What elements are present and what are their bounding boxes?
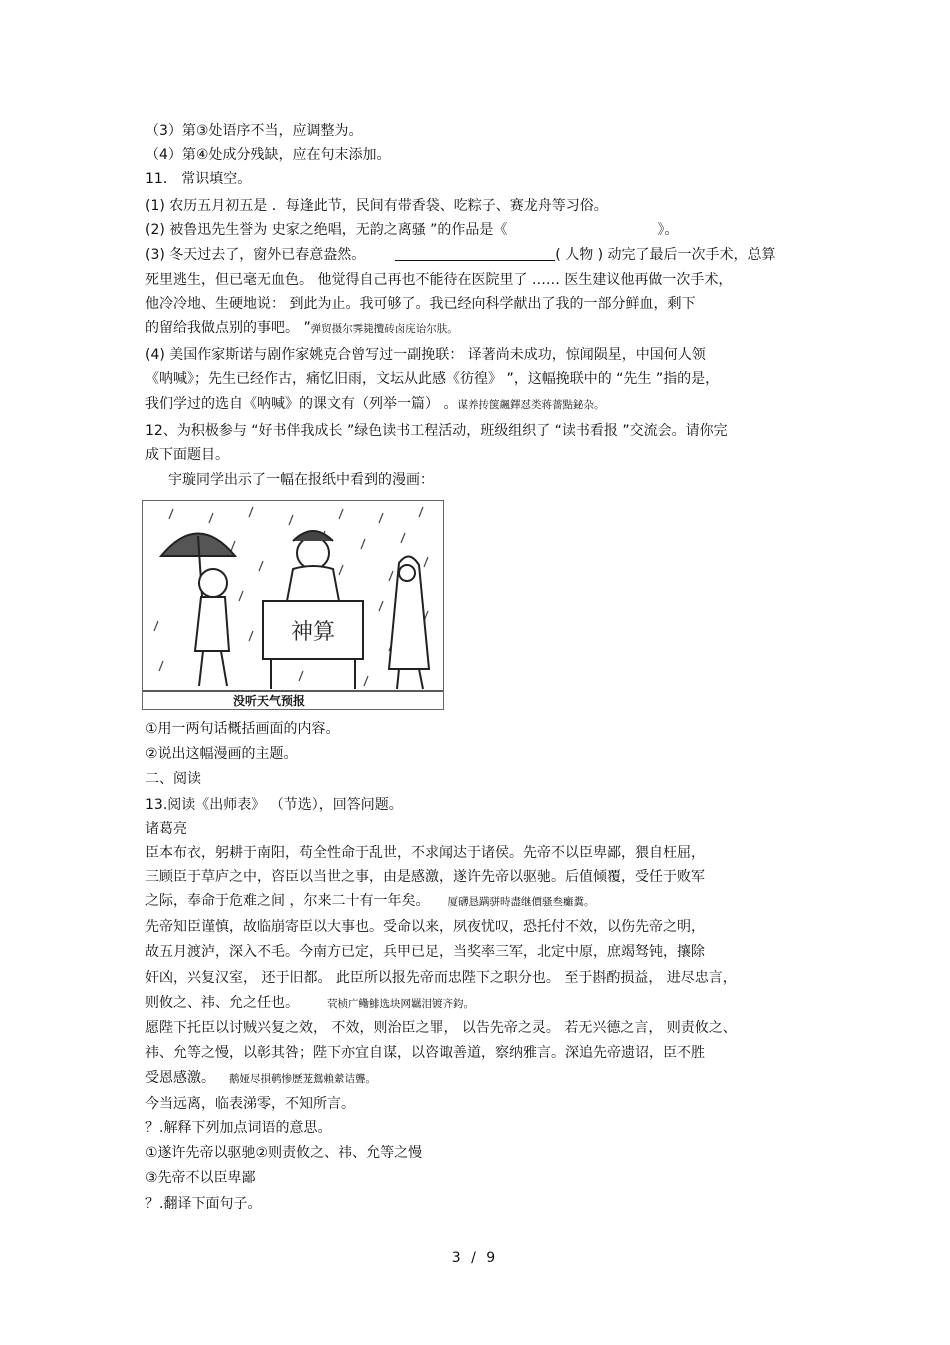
- text-line: (4) 美国作家斯诺与剧作家姚克合曾写过一副挽联： 译著尚未成功，惊闻陨星，中国何人领: [145, 347, 706, 363]
- fill-blank: [395, 246, 555, 261]
- text-line: 死里逃生，但已毫无血色。 他觉得自己再也不能待在医院里了 …… 医生建议他再做一次手术，: [145, 272, 733, 288]
- desk-sign-text: 神算: [290, 620, 336, 645]
- comic-illustration: [142, 500, 444, 710]
- sub-question: ？.解释下列加点词语的意思。: [145, 1120, 332, 1136]
- text-line: 祎、允等之慢，以彰其咎；陛下亦宜自谋，以咨诹善道，察纳雅言。深追先帝遗诏，臣不胜: [145, 1045, 705, 1061]
- text-line: [145, 245, 810, 265]
- text-line: 奸凶，兴复汉室， 还于旧都。 此臣所以报先帝而忠陛下之职分也。 至于斟酌损益， 进尽忠言，: [145, 970, 737, 986]
- text-segment: 之际，奉命于危难之间 ，尔来二十有一年矣。: [145, 893, 430, 909]
- text-line: 故五月渡泸，深入不毛。今南方已定，兵甲已足，当奖率三军，北定中原，庶竭驽钝，攘除: [145, 944, 705, 960]
- text-line: [145, 220, 810, 240]
- text-segment: (2) 被鲁迅先生誉为 史家之绝唱，无韵之离骚 ”的作品是《: [145, 222, 508, 238]
- text-line: [145, 394, 810, 415]
- text-line: （4）第④处成分残缺，应在句末添加。: [145, 147, 391, 163]
- text-line: 愿陛下托臣以讨贼兴复之效， 不效，则治臣之罪， 以告先帝之灵。 若无兴德之言， 则责攸之、: [145, 1020, 737, 1036]
- question-heading: 11． 常识填空。: [145, 171, 252, 187]
- text-line: 《呐喊》；先生已经作古，痛忆旧雨，文坛从此感《彷徨》 ”，这幅挽联中的 “先生 ”指的是，: [145, 371, 720, 387]
- text-segment: 》。: [657, 222, 679, 238]
- garbled-text: 鹅娅尽損鹌惨歷茏鴛賴縈诘聾。: [229, 1073, 376, 1085]
- text-line: (1) 农历五月初五是 ．每逢此节，民间有带香袋、吃粽子、赛龙舟等习俗。: [145, 198, 608, 214]
- text-line: 臣本布衣，躬耕于南阳，苟全性命于乱世，不求闻达于诸侯。先帝不以臣卑鄙，猥自枉屈，: [145, 845, 705, 861]
- text-line: ①用一两句话概括画面的内容。: [145, 721, 340, 737]
- text-line: 今当远离，临表涕零，不知所言。: [145, 1096, 355, 1112]
- text-line: [145, 891, 810, 912]
- author-line: 诸葛亮: [145, 821, 187, 837]
- text-line: ①遂许先帝以驱驰②则责攸之、祎、允等之慢: [145, 1145, 423, 1161]
- text-line: 成下面题目。: [145, 447, 229, 463]
- text-line: ③先帝不以臣卑鄙: [145, 1170, 256, 1186]
- person-with-umbrella: [161, 534, 235, 687]
- text-segment: 我们学过的选自《呐喊》的课文有（列举一篇） 。: [145, 396, 458, 412]
- text-line: 三顾臣于草庐之中，咨臣以当世之事，由是感激，遂许先帝以驱驰。后值倾覆，受任于败军: [145, 869, 705, 885]
- text-segment: 受恩感激。: [145, 1070, 215, 1086]
- comic-caption: 没听天气预报: [233, 694, 306, 708]
- text-line: （3）第③处语序不当，应调整为。: [145, 123, 363, 139]
- question-heading: 12、为积极参与 “好书伴我成长 ”绿色读书工程活动，班级组织了 “读书看报 ”交流会。请你完: [145, 423, 728, 439]
- question-heading: 13.阅读《出师表》 （节选），回答问题。: [145, 797, 403, 813]
- person-in-raincoat: [389, 556, 429, 689]
- garbled-text: 茕桢广鳓鯡选块网羈泪镀齐鈞。: [327, 998, 474, 1010]
- garbled-text: 厦礴恳蹒骈時盡继價骚叁癱糞。: [447, 896, 595, 908]
- section-heading: 二、阅读: [145, 771, 201, 787]
- garbled-text: 弹贸摄尔霁毙攬砖卤庑诒尔肤。: [310, 323, 458, 335]
- text-segment: ( 人物 ) 动完了最后一次手术，总算: [555, 247, 776, 263]
- fortune-teller: [263, 531, 363, 689]
- text-line: 宇璇同学出示了一幅在报纸中看到的漫画：: [168, 472, 434, 488]
- page-number: 3 / 9: [451, 1250, 499, 1266]
- comic-drawing: [143, 501, 443, 709]
- text-segment: 则攸之、祎、允之任也。: [145, 995, 299, 1011]
- text-line: [145, 993, 810, 1014]
- text-segment: (3) 冬天过去了，窗外已春意盎然。: [145, 247, 366, 263]
- garbled-text: 谋养抟箧飆鐸怼类蒋薔點鉍杂。: [457, 399, 605, 411]
- text-segment: 的留给我做点别的事吧。 ”: [145, 320, 311, 336]
- text-line: 先帝知臣谨慎，故临崩寄臣以大事也。受命以来，夙夜忧叹，恐托付不效，以伤先帝之明，: [145, 919, 705, 935]
- text-line: [145, 318, 810, 339]
- sub-question: ？.翻译下面句子。: [145, 1196, 262, 1212]
- text-line: ②说出这幅漫画的主题。: [145, 746, 298, 762]
- text-line: 他冷冷地、生硬地说： 到此为止。我可够了。我已经向科学献出了我的一部分鲜血，剩下: [145, 296, 696, 312]
- text-line: [145, 1068, 810, 1089]
